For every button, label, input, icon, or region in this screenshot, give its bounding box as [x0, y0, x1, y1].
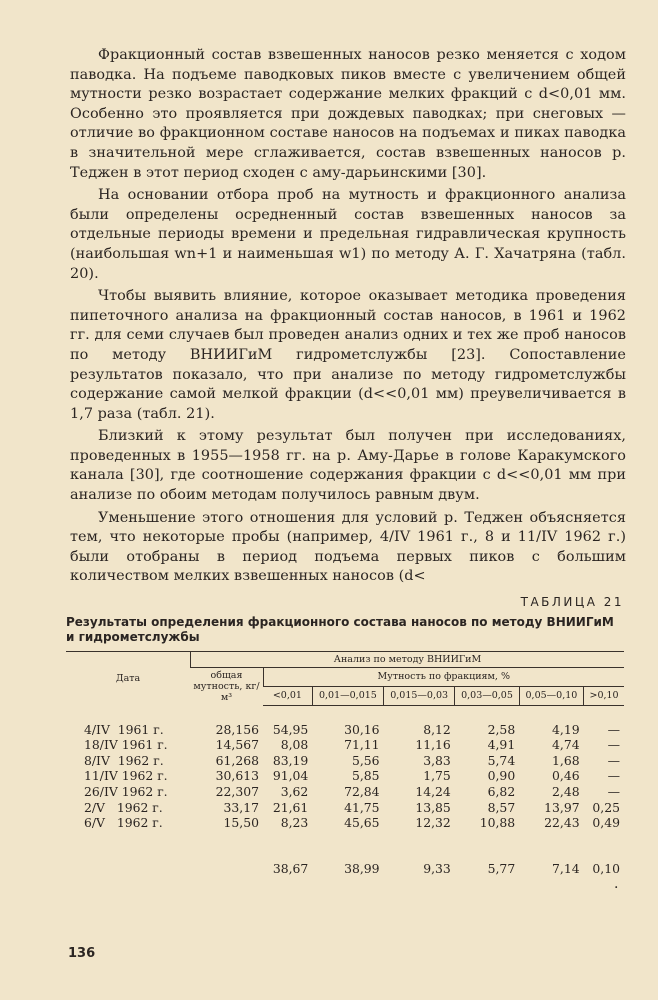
- cell-value: 13,85: [415, 799, 451, 815]
- header-fraction: <0,01: [263, 686, 312, 705]
- cell-value: 41,75: [344, 799, 380, 815]
- cell-value: 3,83: [423, 752, 451, 768]
- cell-value: 0,90: [487, 768, 516, 784]
- cell-average: 9,33: [423, 860, 451, 876]
- table-title: Результаты определения фракционного состава наносов по методу ВНИИГиМ и гидрометслужбы: [66, 615, 614, 645]
- cell-date: 2/V 1962 г.: [84, 799, 163, 815]
- cell-value: 10,88: [479, 815, 516, 831]
- cell-value: 4,19: [552, 721, 580, 737]
- cell-value: 8,08: [280, 737, 309, 753]
- page-body: [66, 46, 626, 876]
- cell-value: 8,23: [280, 815, 309, 831]
- table-body: [66, 705, 624, 876]
- cell-value: 22,307: [215, 783, 259, 799]
- paragraph-4: Близкий к этому результат был получен при исследованиях, проведенных в 1955—1958 гг. на р. Аму-Дарье в голове Каракумского канала [30], где соотношение содержания фракции с d<<0,01 мм при анализе по обоим методам получилось равным двум.: [70, 428, 626, 504]
- table-row: [66, 815, 624, 831]
- cell-value: —: [607, 737, 620, 753]
- cell-value: 5,74: [487, 752, 516, 768]
- header-fraction: 0,01—0,015: [312, 686, 383, 705]
- cell-value: 4,74: [552, 737, 580, 753]
- header-fraction: 0,015—0,03: [384, 686, 455, 705]
- cell-value: 22,43: [544, 815, 580, 831]
- cell-value: 71,11: [344, 737, 380, 753]
- cell-value: 33,17: [223, 799, 259, 815]
- cell-average: 38,67: [272, 860, 309, 876]
- cell-value: 0,46: [552, 768, 580, 784]
- cell-date: 18/IV 1961 г.: [84, 737, 168, 753]
- cell-date: 8/IV 1962 г.: [84, 752, 164, 768]
- cell-value: 28,156: [215, 721, 259, 737]
- cell-value: 12,32: [415, 815, 451, 831]
- cell-value: —: [607, 783, 620, 799]
- table-row: [66, 722, 624, 738]
- cell-empty: [191, 831, 264, 877]
- table-row: [66, 784, 624, 800]
- cell-date: 11/IV 1962 г.: [84, 768, 168, 784]
- stray-dot: ·: [614, 880, 619, 896]
- table-row: [66, 753, 624, 769]
- cell-value: 3,62: [280, 783, 309, 799]
- cell-value: 1,75: [423, 768, 451, 784]
- header-total: общая мутность, кг/м³: [191, 668, 264, 706]
- cell-average: 38,99: [344, 860, 380, 876]
- cell-value: 30,16: [344, 721, 380, 737]
- cell-average: 5,77: [487, 860, 516, 876]
- header-group: Анализ по методу ВНИИГиМ: [191, 652, 625, 668]
- cell-value: 14,567: [215, 737, 259, 753]
- average-row: [66, 831, 624, 877]
- cell-value: 5,56: [351, 752, 380, 768]
- cell-value: 61,268: [215, 752, 259, 768]
- paragraph-5: Уменьшение этого отношения для условий р. Теджен объясняется тем, что некоторые пробы (например, 4/IV 1961 г., 8 и 11/IV 1962 г.) были отобраны в период подъема первых пиков с большим количеством мелких взвешенных наносов (d<: [70, 509, 626, 585]
- table-row: [66, 768, 624, 784]
- header-fraction: 0,05—0,10: [519, 686, 583, 705]
- table-row: [66, 800, 624, 816]
- cell-value: 2,48: [552, 783, 580, 799]
- table-number: ТАБЛИЦА 21: [520, 595, 624, 610]
- cell-value: —: [607, 721, 620, 737]
- cell-value: 0,25: [592, 799, 620, 815]
- cell-empty: [66, 831, 191, 877]
- cell-value: 91,04: [272, 768, 309, 784]
- cell-average: 0,10: [592, 860, 620, 876]
- cell-value: 45,65: [344, 815, 380, 831]
- cell-date: 26/IV 1962 г.: [84, 783, 168, 799]
- header-fractions-group: Мутность по фракциям, %: [263, 668, 624, 687]
- cell-value: 30,613: [215, 768, 259, 784]
- cell-value: 14,24: [415, 783, 451, 799]
- header-fraction: 0,03—0,05: [455, 686, 519, 705]
- page-number: 136: [68, 946, 96, 961]
- data-table: [66, 651, 624, 876]
- cell-date: 6/V 1962 г.: [84, 815, 163, 831]
- cell-value: 6,82: [487, 783, 516, 799]
- cell-value: 83,19: [272, 752, 309, 768]
- header-date: Дата: [66, 652, 191, 706]
- cell-date: 4/IV 1961 г.: [84, 721, 164, 737]
- cell-value: 54,95: [272, 721, 309, 737]
- cell-average: 7,14: [552, 860, 580, 876]
- cell-value: 5,85: [351, 768, 380, 784]
- table-row: [66, 737, 624, 753]
- cell-value: 8,57: [487, 799, 516, 815]
- cell-value: 2,58: [487, 721, 516, 737]
- header-fraction: >0,10: [584, 686, 624, 705]
- cell-value: 13,97: [544, 799, 580, 815]
- cell-value: 1,68: [552, 752, 580, 768]
- cell-value: 0,49: [592, 815, 620, 831]
- cell-value: —: [607, 768, 620, 784]
- cell-value: 21,61: [272, 799, 309, 815]
- cell-value: 72,84: [344, 783, 380, 799]
- cell-value: 8,12: [423, 721, 451, 737]
- cell-value: —: [607, 752, 620, 768]
- paragraph-1: Фракционный состав взвешенных наносов резко меняется с ходом паводка. На подъеме паводковых пиков вместе с увеличением общей мутности резко возрастает содержание мелких фракций с d<0,01 мм. Особенно это проявляется при дождевых паводках; при снеговых — отличие во фракционном составе наносов на подъемах и пиках паводка в значительной мере сглаживается, состав взвешенных наносов р. Теджен в этот период сходен с аму-дарьинскими [30].: [70, 47, 626, 181]
- paragraph-2: На основании отбора проб на мутность и фракционного анализа были определены осредненный состав взвешенных наносов за отдельные периоды времени и предельная гидравлическая крупность (наибольшая wn+1 и наименьшая w1) по методу А. Г. Хачатряна (табл. 20).: [70, 187, 626, 282]
- cell-value: 4,91: [487, 737, 516, 753]
- cell-value: 15,50: [223, 815, 259, 831]
- cell-value: 11,16: [415, 737, 451, 753]
- paragraph-3: Чтобы выявить влияние, которое оказывает методика проведения пипеточного анализа на фракционный состав наносов, в 1961 и 1962 гг. для семи случаев был проведен анализ одних и тех же проб наносов по методу ВНИИГиМ гидрометслужбы [23]. Сопоставление результатов показало, что при анализе по методу гидрометслужбы содержание самой мелкой фракции (d<<0,01 мм) преувеличивается в 1,7 раза (табл. 21).: [70, 288, 626, 422]
